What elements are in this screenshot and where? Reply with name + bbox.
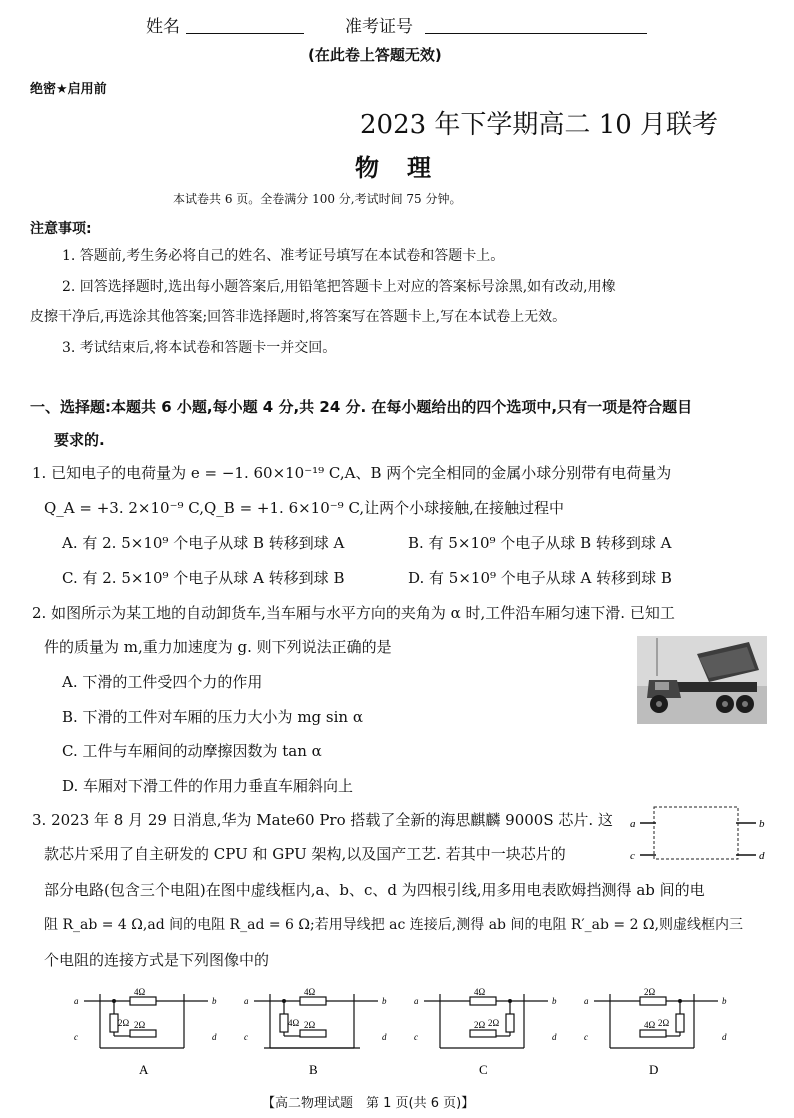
resistor-side — [676, 1014, 684, 1032]
exam-title: 2023 年下学期高二 10 月联考 — [360, 110, 719, 140]
q1-stem-line2: Q_A = +3. 2×10⁻⁹ C,Q_B = +1. 6×10⁻⁹ C,让两个小球接触,在接触过程中 — [44, 499, 564, 517]
terminal-a: a — [244, 996, 249, 1006]
junction-dot — [282, 999, 286, 1003]
q2-option-c[interactable]: C. 工件与车厢间的动摩擦因数为 tan α — [62, 742, 322, 760]
resistor-bottom — [470, 1030, 496, 1037]
circuit-option-b[interactable] — [242, 988, 392, 1080]
resistor-top — [130, 997, 156, 1005]
resistor-side-label: 2Ω — [658, 1018, 670, 1028]
circuit-option-label: A — [139, 1062, 149, 1077]
q1-option-c[interactable]: C. 有 2. 5×10⁹ 个电子从球 A 转移到球 B — [62, 569, 345, 587]
q2-stem-line1: 2. 如图所示为某工地的自动卸货车,当车厢与水平方向的夹角为 α 时,工件沿车厢匀速下滑. 已知工 — [32, 604, 675, 622]
resistor-side — [506, 1014, 514, 1032]
circuit-option-d[interactable] — [582, 988, 732, 1080]
q1-option-a[interactable]: A. 有 2. 5×10⁹ 个电子从球 B 转移到球 A — [62, 534, 345, 552]
resistor-top — [300, 997, 326, 1005]
terminal-b: b — [759, 818, 765, 830]
resistor-top — [470, 997, 496, 1005]
q3-stem-line3: 部分电路(包含三个电阻)在图中虚线框内,a、b、c、d 为四根引线,用多用电表欧姆挡测得 ab 间的电 — [44, 881, 705, 899]
name-label: 姓名 — [146, 17, 180, 37]
resistor-bottom — [300, 1030, 326, 1037]
terminal-d: d — [212, 1032, 217, 1042]
resistor-top-label: 4Ω — [134, 988, 146, 997]
invalid-note: (在此卷上答题无效) — [308, 46, 442, 64]
circuit-option-a[interactable] — [72, 988, 222, 1080]
resistor-bottom-label: 2Ω — [304, 1020, 316, 1030]
circuit-option-label: C — [479, 1062, 488, 1077]
resistor-side — [280, 1014, 288, 1032]
resistor-bottom-label: 2Ω — [474, 1020, 486, 1030]
resistor-bottom — [130, 1030, 156, 1037]
circuit-option-label: B — [309, 1062, 318, 1077]
terminal-a: a — [414, 996, 419, 1006]
secret-mark: 绝密★启用前 — [30, 82, 107, 97]
terminal-a: a — [630, 818, 636, 830]
q3-blackbox-figure — [628, 803, 768, 865]
subject-title: 物 理 — [355, 154, 433, 182]
exam-no-label: 准考证号 — [345, 17, 413, 37]
terminal-a: a — [584, 996, 589, 1006]
resistor-top — [640, 997, 666, 1005]
q3-stem-line1: 3. 2023 年 8 月 29 日消息,华为 Mate60 Pro 搭载了全新的海思麒麟 9000S 芯片. 这 — [32, 811, 613, 829]
section-heading-cont: 要求的. — [54, 431, 105, 449]
resistor-top-label: 2Ω — [644, 988, 656, 997]
notice-item-1: 1. 答题前,考生务必将自己的姓名、准考证号填写在本试卷和答题卡上。 — [62, 248, 505, 264]
junction-dot — [112, 999, 116, 1003]
notice-item-2: 2. 回答选择题时,选出每小题答案后,用铅笔把答题卡上对应的答案标号涂黑,如有改动,用橡 — [62, 279, 616, 295]
resistor-side — [110, 1014, 118, 1032]
terminal-a: a — [74, 996, 79, 1006]
page-footer: 【高二物理试题 第 1 页(共 6 页)】 — [262, 1096, 475, 1111]
q3-stem-line4: 阻 R_ab = 4 Ω,ad 间的电阻 R_ad = 6 Ω;若用导线把 ac 连接后,测得 ab 间的电阻 R′_ab = 2 Ω,则虚线框内三 — [44, 917, 743, 933]
q2-option-a[interactable]: A. 下滑的工件受四个力的作用 — [62, 673, 263, 691]
terminal-d: d — [552, 1032, 557, 1042]
exam-no-blank[interactable] — [425, 33, 647, 34]
dump-truck-image — [637, 636, 767, 724]
terminal-b: b — [552, 996, 557, 1006]
resistor-bottom — [640, 1030, 666, 1037]
terminal-c: c — [414, 1032, 418, 1042]
resistor-bottom-label: 2Ω — [134, 1020, 146, 1030]
terminal-c: c — [244, 1032, 248, 1042]
junction-dot — [508, 999, 512, 1003]
terminal-c: c — [630, 850, 635, 862]
q1-stem-line1: 1. 已知电子的电荷量为 e = −1. 60×10⁻¹⁹ C,A、B 两个完全相同的金属小球分别带有电荷量为 — [32, 464, 672, 482]
resistor-side-label: 2Ω — [488, 1018, 500, 1028]
resistor-bottom-label: 4Ω — [644, 1020, 656, 1030]
terminal-d: d — [382, 1032, 387, 1042]
junction-dot — [678, 999, 682, 1003]
terminal-c: c — [74, 1032, 78, 1042]
terminal-d: d — [722, 1032, 727, 1042]
circuit-option-label: D — [649, 1062, 659, 1077]
q2-stem-line2: 件的质量为 m,重力加速度为 g. 则下列说法正确的是 — [44, 638, 392, 656]
notice-item-3: 3. 考试结束后,将本试卷和答题卡一并交回。 — [62, 340, 337, 356]
resistor-side-label: 4Ω — [288, 1018, 300, 1028]
q2-option-b[interactable]: B. 下滑的工件对车厢的压力大小为 mg sin α — [62, 708, 363, 726]
notice-item-2-cont: 皮擦干净后,再选涂其他答案;回答非选择题时,将答案写在答题卡上,写在本试卷上无效。 — [30, 309, 567, 325]
q3-stem-line2: 款芯片采用了自主研发的 CPU 和 GPU 架构,以及国产工艺. 若其中一块芯片的 — [44, 845, 566, 863]
q3-stem-line5: 个电阻的连接方式是下列图像中的 — [44, 951, 270, 969]
resistor-top-label: 4Ω — [304, 988, 316, 997]
name-blank[interactable] — [186, 33, 304, 34]
resistor-top-label: 4Ω — [474, 988, 486, 997]
terminal-b: b — [212, 996, 217, 1006]
q1-option-d[interactable]: D. 有 5×10⁹ 个电子从球 A 转移到球 B — [408, 569, 672, 587]
terminal-c: c — [584, 1032, 588, 1042]
q2-option-d[interactable]: D. 车厢对下滑工件的作用力垂直车厢斜向上 — [62, 777, 354, 795]
section-heading: 一、选择题:本题共 6 小题,每小题 4 分,共 24 分. 在每小题给出的四个选项中,只有一项是符合题目 — [30, 398, 693, 416]
circuit-option-c[interactable] — [412, 988, 562, 1080]
terminal-d: d — [759, 850, 765, 862]
exam-info: 本试卷共 6 页。全卷满分 100 分,考试时间 75 分钟。 — [173, 192, 462, 206]
terminal-b: b — [382, 996, 387, 1006]
resistor-side-label: 2Ω — [118, 1018, 130, 1028]
terminal-b: b — [722, 996, 727, 1006]
q1-option-b[interactable]: B. 有 5×10⁹ 个电子从球 B 转移到球 A — [408, 534, 672, 552]
notice-heading: 注意事项: — [30, 221, 92, 237]
